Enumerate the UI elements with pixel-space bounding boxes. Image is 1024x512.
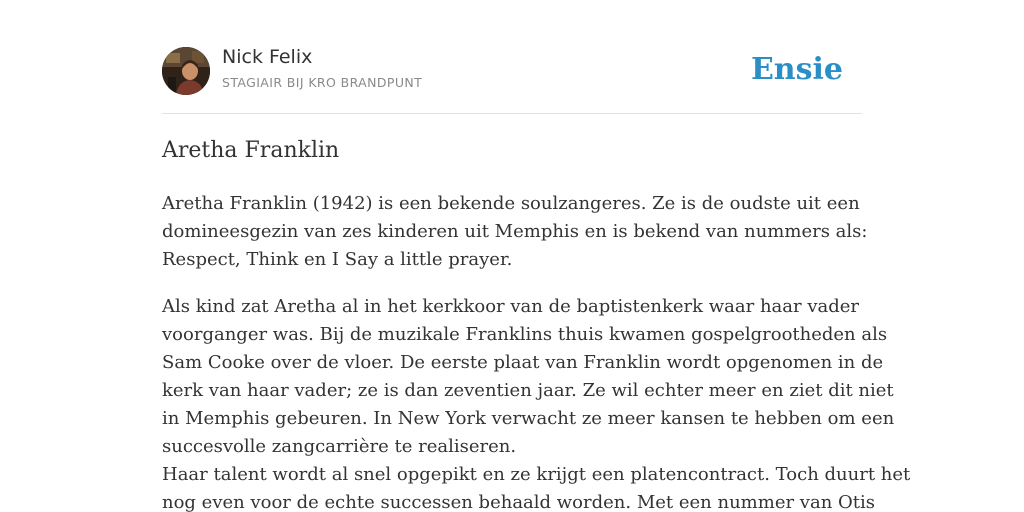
paragraph-line: kerk van haar vader; ze is dan zeventien jaar. Ze wil echter meer en ziet dit niet [162, 380, 894, 401]
article-container [162, 0, 911, 512]
author-header [162, 0, 862, 114]
author-name[interactable]: Nick Felix [222, 46, 313, 68]
paragraph-line: voorganger was. Bij de muzikale Franklins thuis kwamen gospelgrootheden als [162, 324, 888, 345]
avatar-photo-icon [162, 47, 210, 95]
author-avatar[interactable] [162, 47, 210, 95]
paragraph-line: succesvolle zangcarrière te realiseren. [162, 436, 517, 457]
author-role: STAGIAIR BIJ KRO BRANDPUNT [222, 75, 423, 90]
paragraph-line: in Memphis gebeuren. In New York verwacht ze meer kansen te hebben om een [162, 408, 895, 429]
paragraph-line: Sam Cooke over de vloer. De eerste plaat van Franklin wordt opgenomen in de [162, 352, 884, 373]
article-paragraph [162, 461, 911, 512]
article-paragraph [162, 293, 895, 461]
paragraph-line: Aretha Franklin (1942) is een bekende soulzangeres. Ze is de oudste uit een [162, 193, 860, 214]
paragraph-line: Respect, Think en I Say a little prayer. [162, 249, 513, 270]
brand-logo[interactable]: Ensie [750, 52, 843, 87]
paragraph-line: nog even voor de echte successen behaald worden. Met een nummer van Otis [162, 492, 875, 512]
paragraph-line: Als kind zat Aretha al in het kerkkoor van de baptistenkerk waar haar vader [162, 296, 860, 317]
paragraph-line: Haar talent wordt al snel opgepikt en ze krijgt een platencontract. Toch duurt het [162, 464, 911, 485]
article-paragraph [162, 190, 868, 274]
article-title: Aretha Franklin [162, 138, 340, 163]
paragraph-line: domineesgezin van zes kinderen uit Memphis en is bekend van nummers als: [162, 221, 868, 242]
article-body [162, 190, 911, 512]
